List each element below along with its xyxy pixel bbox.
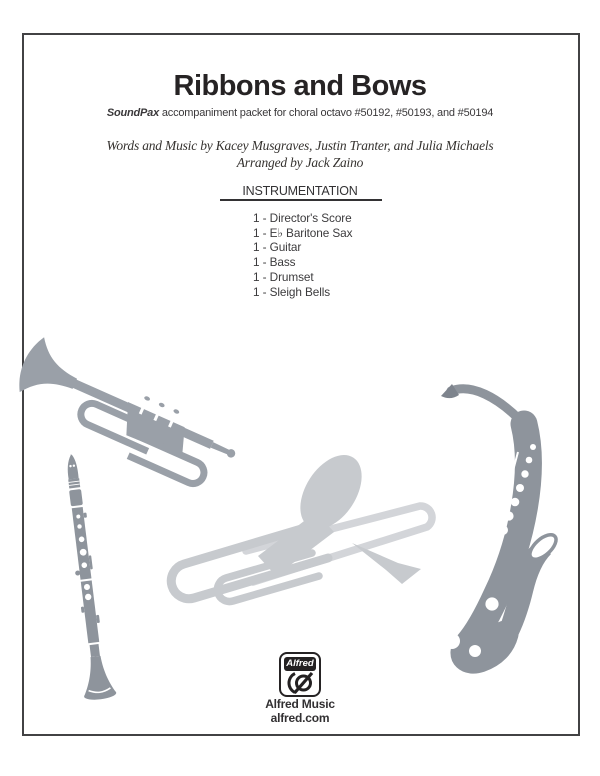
publisher-name: Alfred Music — [265, 697, 335, 711]
instrumentation-item: 1 - Director's Score — [253, 211, 352, 225]
instrumentation-list — [253, 211, 352, 299]
publisher-website: alfred.com — [270, 711, 330, 725]
credit-arranger: Arranged by Jack Zaino — [236, 155, 364, 170]
instrumentation-item: 1 - Sleigh Bells — [253, 284, 331, 299]
alfred-logo — [279, 652, 321, 697]
alfred-logo-label: Alfred — [284, 657, 316, 671]
instrumentation-underline — [220, 199, 382, 201]
instrumentation-item: 1 - Guitar — [253, 240, 302, 255]
credit-words-and-music: Words and Music by Kacey Musgraves, Justin Tranter, and Julia Michaels — [106, 138, 494, 153]
soundpax-brand: SoundPax — [106, 107, 160, 119]
instrumentation-item: 1 - E♭ Baritone Sax — [253, 225, 353, 240]
page-title: Ribbons and Bows — [173, 70, 427, 102]
subtitle — [0, 107, 600, 119]
instrumentation-item: 1 - Drumset — [253, 269, 314, 284]
subtitle-text: accompaniment packet for choral octavo #50192, #50193, and #50194 — [159, 107, 494, 119]
alfred-logo-mark-icon — [281, 671, 319, 695]
instrumentation-heading: INSTRUMENTATION — [242, 184, 358, 198]
instrumentation-item: 1 - Bass — [253, 255, 296, 270]
